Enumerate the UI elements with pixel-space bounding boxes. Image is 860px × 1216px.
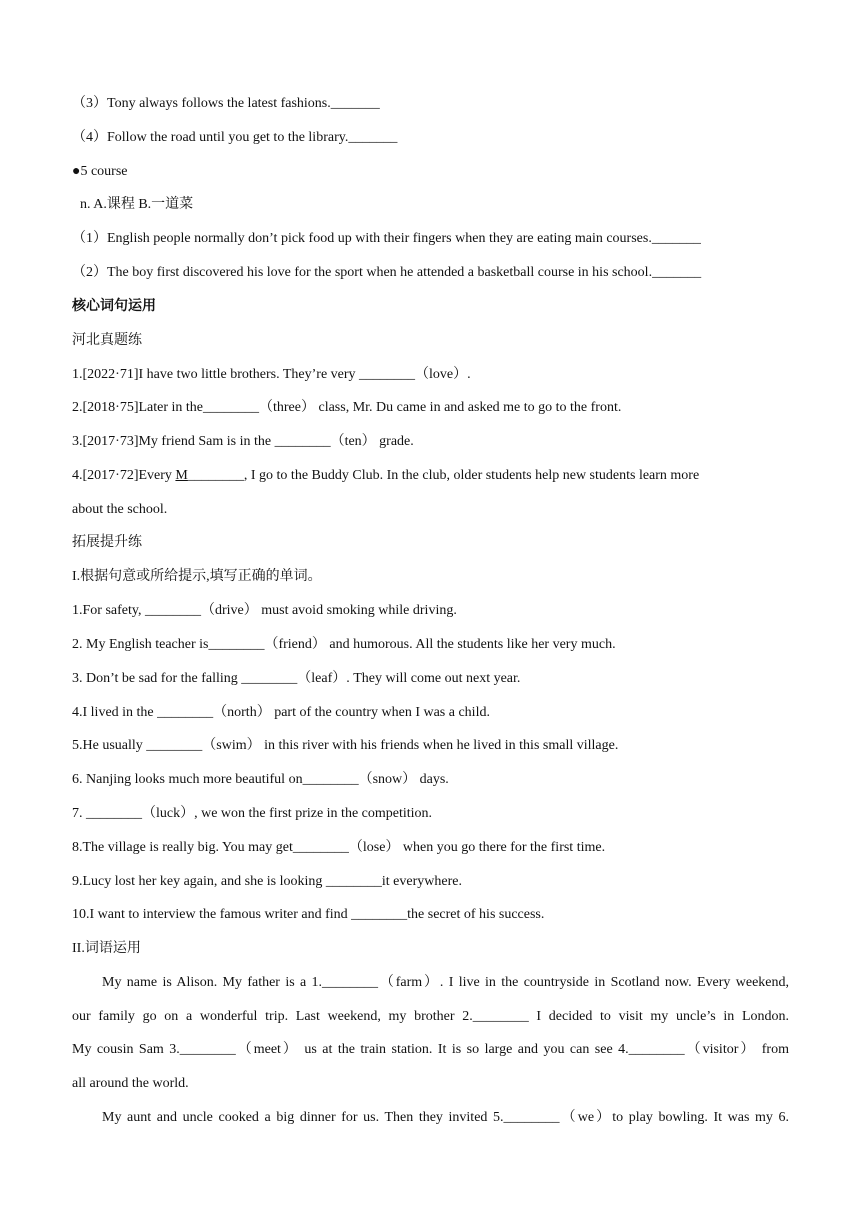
fill-item-9: 9.Lucy lost her key again, and she is looking ________it everywhere. [72, 874, 462, 889]
course-exercise-1: （1）English people normally don’t pick food up with their fingers when they are eating main courses._______ [72, 231, 701, 246]
subheading-expand: 拓展提升练 [72, 535, 142, 550]
hebei-question-1: 1.[2022·71]I have two little brothers. They’re very ________（love）. [72, 367, 471, 382]
part-2-title: II.词语运用 [72, 941, 141, 956]
hebei-question-2: 2.[2018·75]Later in the________（three） class, Mr. Du came in and asked me to go to the front. [72, 400, 622, 415]
hebei-question-4-continued: about the school. [72, 502, 168, 517]
section-heading-core: 核心词句运用 [72, 299, 156, 314]
fill-item-4: 4.I lived in the ________（north） part of the country when I was a child. [72, 705, 490, 720]
passage-line-1: My name is Alison. My father is a 1.________（farm）. I live in the countryside in Scotland now. Every weekend, [102, 975, 789, 990]
fill-item-7: 7. ________（luck）, we won the first prize in the competition. [72, 806, 433, 821]
fill-item-6: 6. Nanjing looks much more beautiful on________（snow） days. [72, 772, 449, 787]
passage-line-4: all around the world. [72, 1076, 189, 1091]
exercise-3: （3）Tony always follows the latest fashions._______ [72, 96, 380, 111]
vocab-heading-course: ●5 course [72, 164, 128, 179]
fill-item-2: 2. My English teacher is________（friend） and humorous. All the students like her very much. [72, 637, 616, 652]
passage-line-5: My aunt and uncle cooked a big dinner for us. Then they invited 5.________（we）to play bowling. It was my 6. [102, 1110, 789, 1125]
q4-prefix: 4.[2017·72]Every [72, 468, 176, 483]
hebei-question-3: 3.[2017·73]My friend Sam is in the ________（ten） grade. [72, 434, 414, 449]
part-1-title: I.根据句意或所给提示,填写正确的单词。 [72, 569, 322, 584]
subheading-hebei: 河北真题练 [72, 333, 142, 348]
vocab-definition: n. A.课程 B.一道菜 [80, 197, 194, 212]
passage-line-2: our family go on a wonderful trip. Last weekend, my brother 2.________ I decided to visit my uncle’s in London. [72, 1009, 789, 1024]
passage-line-3: My cousin Sam 3.________（meet） us at the train station. It is so large and you can see 4.________（visitor） from [72, 1042, 789, 1057]
fill-item-8: 8.The village is really big. You may get________（lose） when you go there for the first time. [72, 840, 606, 855]
fill-item-5: 5.He usually ________（swim） in this river with his friends when he lived in this small village. [72, 738, 619, 753]
q4-hint-letter: M [175, 468, 188, 483]
course-exercise-2: （2）The boy first discovered his love for the sport when he attended a basketball course in his school._______ [72, 265, 702, 280]
exercise-4: （4）Follow the road until you get to the library._______ [72, 130, 398, 145]
fill-item-10: 10.I want to interview the famous writer and find ________the secret of his success. [72, 907, 545, 922]
fill-item-1: 1.For safety, ________（drive） must avoid smoking while driving. [72, 603, 457, 618]
fill-item-3: 3. Don’t be sad for the falling ________（leaf）. They will come out next year. [72, 671, 521, 686]
q4-suffix: ________, I go to the Buddy Club. In the club, older students help new students learn more [187, 468, 700, 483]
hebei-question-4 [72, 467, 699, 485]
